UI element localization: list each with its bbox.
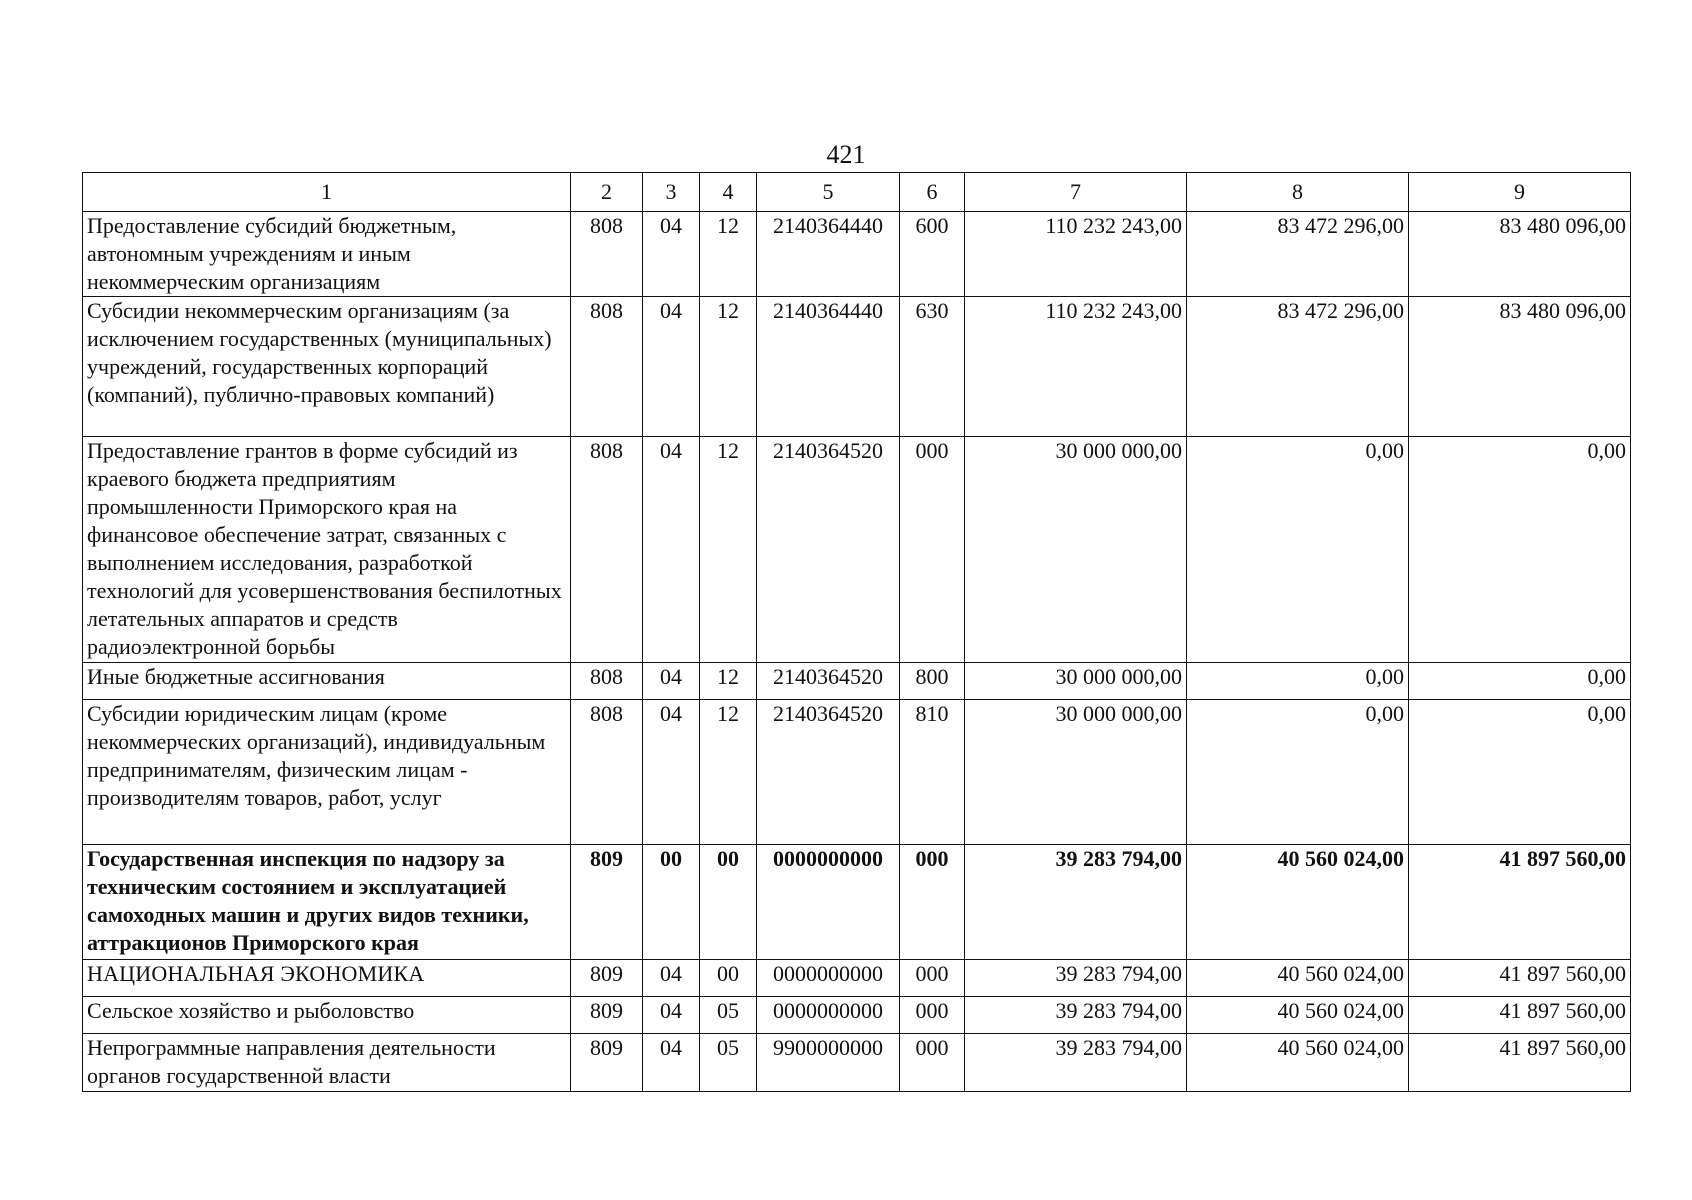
row-sum-9: 41 897 560,00	[1409, 845, 1631, 960]
row-code-4: 12	[700, 663, 757, 700]
row-code-6: 000	[900, 997, 965, 1034]
row-sum-7: 39 283 794,00	[965, 960, 1187, 997]
header-cell: 1	[83, 173, 571, 212]
row-code-3: 04	[643, 960, 700, 997]
row-name: Предоставление субсидий бюджетным, автономным учреждениям и иным некоммерческим организациям	[83, 212, 571, 297]
table-row	[83, 700, 1631, 845]
row-sum-7: 39 283 794,00	[965, 997, 1187, 1034]
row-code-5: 9900000000	[757, 1034, 900, 1092]
row-name: НАЦИОНАЛЬНАЯ ЭКОНОМИКА	[83, 960, 571, 997]
row-name: Сельское хозяйство и рыболовство	[83, 997, 571, 1034]
row-code-4: 12	[700, 297, 757, 437]
row-code-6: 810	[900, 700, 965, 845]
row-code-2: 808	[571, 437, 643, 663]
row-sum-7: 30 000 000,00	[965, 700, 1187, 845]
row-code-4: 00	[700, 960, 757, 997]
table-row	[83, 297, 1631, 437]
row-sum-8: 83 472 296,00	[1187, 212, 1409, 297]
row-sum-8: 40 560 024,00	[1187, 845, 1409, 960]
row-name: Непрограммные направления деятельности органов государственной власти	[83, 1034, 571, 1092]
row-code-5: 2140364440	[757, 297, 900, 437]
header-cell: 7	[965, 173, 1187, 212]
row-name: Субсидии некоммерческим организациям (за исключением государственных (муниципальных) учреждений, государственных корпораций (компаний), публично-правовых компаний)	[83, 297, 571, 437]
table-row	[83, 437, 1631, 663]
row-name: Иные бюджетные ассигнования	[83, 663, 571, 700]
row-code-2: 808	[571, 700, 643, 845]
row-code-6: 000	[900, 960, 965, 997]
header-cell: 9	[1409, 173, 1631, 212]
row-code-2: 808	[571, 212, 643, 297]
row-code-3: 04	[643, 663, 700, 700]
row-code-6: 600	[900, 212, 965, 297]
budget-table	[82, 172, 1631, 1092]
header-cell: 6	[900, 173, 965, 212]
row-code-4: 12	[700, 700, 757, 845]
table-row	[83, 960, 1631, 997]
row-code-3: 04	[643, 1034, 700, 1092]
row-sum-8: 0,00	[1187, 663, 1409, 700]
row-code-2: 808	[571, 297, 643, 437]
row-code-4: 12	[700, 212, 757, 297]
header-cell: 4	[700, 173, 757, 212]
row-sum-9: 0,00	[1409, 437, 1631, 663]
row-code-6: 630	[900, 297, 965, 437]
row-code-4: 00	[700, 845, 757, 960]
row-name: Государственная инспекция по надзору за техническим состоянием и эксплуатацией самоходных машин и других видов техники, аттракционов Приморского края	[83, 845, 571, 960]
row-sum-8: 40 560 024,00	[1187, 960, 1409, 997]
row-sum-8: 40 560 024,00	[1187, 1034, 1409, 1092]
row-code-6: 000	[900, 1034, 965, 1092]
header-cell: 8	[1187, 173, 1409, 212]
row-sum-7: 110 232 243,00	[965, 297, 1187, 437]
row-sum-8: 83 472 296,00	[1187, 297, 1409, 437]
row-code-5: 2140364520	[757, 700, 900, 845]
row-code-4: 05	[700, 997, 757, 1034]
row-code-6: 000	[900, 437, 965, 663]
row-sum-8: 40 560 024,00	[1187, 997, 1409, 1034]
row-code-6: 800	[900, 663, 965, 700]
row-code-2: 809	[571, 845, 643, 960]
row-code-5: 2140364520	[757, 663, 900, 700]
row-code-4: 12	[700, 437, 757, 663]
row-code-3: 04	[643, 437, 700, 663]
row-code-2: 809	[571, 960, 643, 997]
table-row	[83, 663, 1631, 700]
row-code-5: 0000000000	[757, 845, 900, 960]
row-sum-9: 41 897 560,00	[1409, 1034, 1631, 1092]
row-code-3: 04	[643, 212, 700, 297]
table-row	[83, 997, 1631, 1034]
row-code-2: 809	[571, 1034, 643, 1092]
row-code-5: 2140364440	[757, 212, 900, 297]
row-code-3: 00	[643, 845, 700, 960]
row-sum-7: 39 283 794,00	[965, 1034, 1187, 1092]
row-code-5: 2140364520	[757, 437, 900, 663]
table-row	[83, 212, 1631, 297]
header-cell: 2	[571, 173, 643, 212]
header-cell: 3	[643, 173, 700, 212]
row-code-3: 04	[643, 997, 700, 1034]
page-number: 421	[826, 140, 866, 169]
header-cell: 5	[757, 173, 900, 212]
row-code-5: 0000000000	[757, 960, 900, 997]
row-code-4: 05	[700, 1034, 757, 1092]
row-sum-8: 0,00	[1187, 700, 1409, 845]
row-name: Субсидии юридическим лицам (кроме некоммерческих организаций), индивидуальным предпринимателям, физическим лицам - производителям товаров, работ, услуг	[83, 700, 571, 845]
row-sum-9: 83 480 096,00	[1409, 297, 1631, 437]
row-sum-8: 0,00	[1187, 437, 1409, 663]
row-code-3: 04	[643, 297, 700, 437]
row-sum-9: 0,00	[1409, 663, 1631, 700]
row-sum-9: 83 480 096,00	[1409, 212, 1631, 297]
row-sum-9: 0,00	[1409, 700, 1631, 845]
row-sum-7: 110 232 243,00	[965, 212, 1187, 297]
row-sum-9: 41 897 560,00	[1409, 960, 1631, 997]
table-row	[83, 1034, 1631, 1092]
row-name: Предоставление грантов в форме субсидий из краевого бюджета предприятиям промышленности Приморского края на финансовое обеспечение затрат, связанных с выполнением исследования, разработкой технологий для усовершенствования беспилотных летательных аппаратов и средств радиоэлектронной борьбы	[83, 437, 571, 663]
header-row	[83, 173, 1631, 212]
row-code-2: 808	[571, 663, 643, 700]
table-row	[83, 845, 1631, 960]
row-code-5: 0000000000	[757, 997, 900, 1034]
row-sum-7: 30 000 000,00	[965, 437, 1187, 663]
row-sum-9: 41 897 560,00	[1409, 997, 1631, 1034]
row-sum-7: 30 000 000,00	[965, 663, 1187, 700]
row-code-2: 809	[571, 997, 643, 1034]
row-code-3: 04	[643, 700, 700, 845]
row-code-6: 000	[900, 845, 965, 960]
row-sum-7: 39 283 794,00	[965, 845, 1187, 960]
